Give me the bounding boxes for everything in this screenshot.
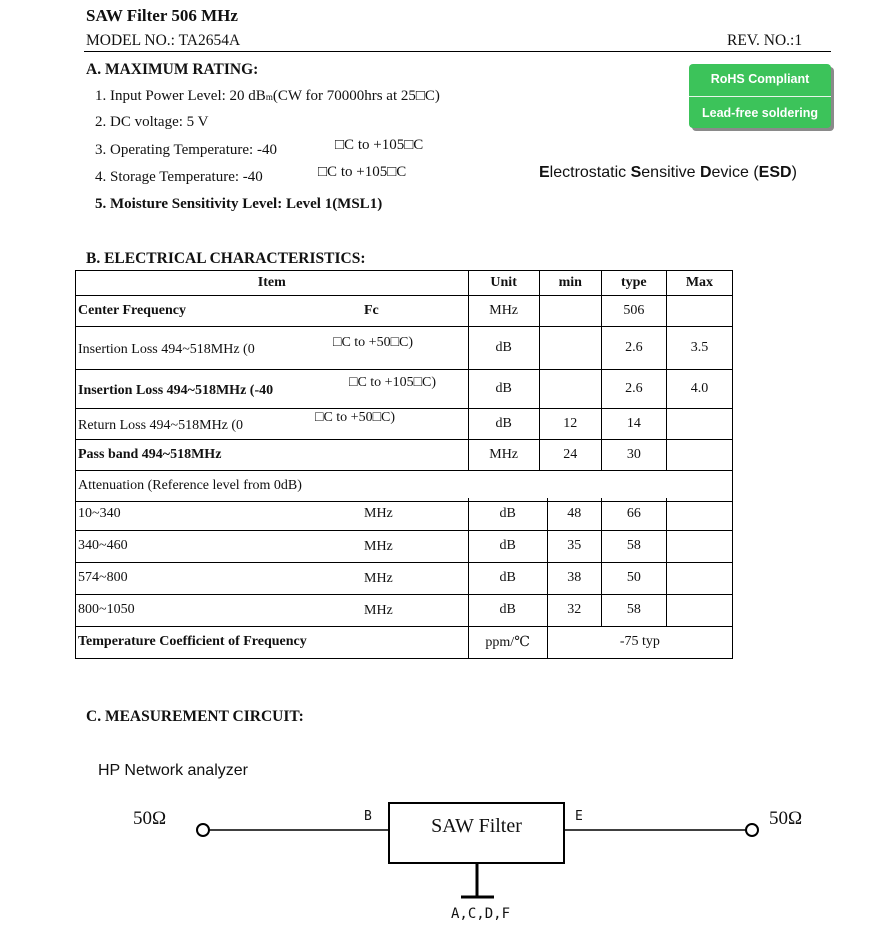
il2-unit: dB [468,370,539,409]
atten-row-2-unit: dB [468,530,547,562]
esd-s: S [630,164,642,181]
atten-row-2-max [666,530,732,562]
atten-row-3-unit: dB [468,562,547,594]
pass-band-label: Pass band 494~518MHz [76,440,469,471]
table-row [76,594,733,626]
return-loss-label: Return Loss 494~518MHz (0 [78,418,244,433]
center-frequency-cell [76,296,469,327]
table-row [76,471,733,502]
saw-filter-label: SAW Filter [431,815,522,837]
rating-item-2: 2. DC voltage: 5 V [95,114,209,130]
rating-item-1-text: 1. Input Power Level: 20 dB [95,88,266,104]
atten-row-3-freq-unit: MHz [364,570,393,586]
rating-item-3: 3. Operating Temperature: -40 [95,142,277,158]
table-row [76,440,733,471]
rohs-label: RoHS Compliant [710,72,810,86]
atten-row-3-range-cell [76,562,469,594]
right-terminal-icon [746,824,758,836]
rl-max [666,409,732,440]
insertion-loss-1-range: □C to +50□C) [333,335,414,350]
il1-type: 2.6 [601,327,666,370]
insertion-loss-2-cell [76,370,469,409]
rating-item-4-range: □C to +105□C [318,164,407,180]
esd-t1: lectrostatic [549,164,631,181]
revision-number: REV. NO.:1 [727,32,803,49]
header-min: min [539,271,601,296]
measurement-circuit [0,780,889,937]
atten-row-4-range-cell [76,594,469,626]
insertion-loss-1-label: Insertion Loss 494~518MHz (0 [78,342,255,357]
spec-table [75,270,733,502]
center-min [539,296,601,327]
atten-row-4-min: 32 [547,594,601,626]
rating-item-5: 5. Moisture Sensitivity Level: Level 1(MSL1) [95,196,383,212]
pass-unit: MHz [468,440,539,471]
analyzer-label: HP Network analyzer [98,762,248,779]
atten-row-3-max [666,562,732,594]
atten-row-3-type: 50 [601,562,666,594]
table-row [76,562,733,594]
pass-type: 30 [601,440,666,471]
model-number: MODEL NO.: TA2654A [86,32,241,49]
atten-row-4-type: 58 [601,594,666,626]
atten-row-2-min: 35 [547,530,601,562]
port-e-label: E [575,809,583,824]
atten-row-4-unit: dB [468,594,547,626]
header-type: type [601,271,666,296]
table-row [76,498,733,530]
atten-row-1-min: 48 [547,498,601,530]
esd-abbr: ESD [758,164,792,181]
table-row [76,409,733,440]
tcf-value: -75 typ [547,626,732,658]
atten-row-3-min: 38 [547,562,601,594]
tcf-unit: ppm/℃ [468,626,547,658]
rohs-badge [689,64,831,128]
atten-row-1-type: 66 [601,498,666,530]
lead-free-label: Lead-free soldering [702,106,818,120]
esd-label [539,164,797,182]
center-frequency-label: Center Frequency [78,303,186,318]
return-loss-cell [76,409,469,440]
table-row [76,370,733,409]
table-row [76,626,733,658]
atten-row-4-range: 800~1050 [78,602,135,617]
rating-item-1-note: (CW for 70000hrs at 25□C) [272,88,440,104]
section-c-heading: C. MEASUREMENT CIRCUIT: [86,708,304,725]
rating-item-1-sub: m [265,92,273,102]
table-row [76,327,733,370]
atten-row-4-max [666,594,732,626]
badge-divider [689,96,831,97]
rl-unit: dB [468,409,539,440]
esd-e: E [539,164,550,181]
esd-t2: ensitive [641,164,700,181]
insertion-loss-2-label: Insertion Loss 494~518MHz (-40 [78,383,274,398]
return-loss-range: □C to +50□C) [315,410,396,425]
pass-max [666,440,732,471]
il1-max: 3.5 [666,327,732,370]
center-unit: MHz [468,296,539,327]
atten-row-3-range: 574~800 [78,570,128,585]
il2-min [539,370,601,409]
header-unit: Unit [468,271,539,296]
section-a-heading: A. MAXIMUM RATING: [86,61,259,78]
il1-unit: dB [468,327,539,370]
esd-t3: evice ( [711,164,759,181]
header-max: Max [666,271,732,296]
tcf-label: Temperature Coefficient of Frequency [76,626,469,658]
center-frequency-symbol: Fc [364,303,379,318]
atten-row-1-range-cell [76,498,469,530]
pass-min: 24 [539,440,601,471]
attenuation-label: Attenuation (Reference level from 0dB) [76,471,733,502]
right-impedance: 50Ω [769,808,803,829]
header-rule [84,51,831,52]
il2-type: 2.6 [601,370,666,409]
table-row [76,296,733,327]
table-header-row [76,271,733,296]
atten-row-2-range-cell [76,530,469,562]
insertion-loss-2-range: □C to +105□C) [349,375,437,390]
rating-item-1 [95,88,440,105]
header-item: Item [76,271,469,296]
esd-t4: ) [791,164,797,181]
rating-item-4: 4. Storage Temperature: -40 [95,169,263,185]
insertion-loss-1-cell [76,327,469,370]
ground-pins-label: A,C,D,F [451,906,511,922]
rating-item-3-range: □C to +105□C [335,137,424,153]
atten-row-1-unit: dB [468,498,547,530]
left-terminal-icon [197,824,209,836]
rl-min: 12 [539,409,601,440]
atten-row-1-freq-unit: MHz [364,506,393,521]
il2-max: 4.0 [666,370,732,409]
port-b-label: B [364,809,372,824]
center-type: 506 [601,296,666,327]
attenuation-table [75,498,733,659]
center-max [666,296,732,327]
left-impedance: 50Ω [133,808,167,829]
atten-row-2-type: 58 [601,530,666,562]
table-row [76,530,733,562]
atten-row-2-range: 340~460 [78,538,128,553]
atten-row-1-range: 10~340 [78,505,121,521]
doc-title: SAW Filter 506 MHz [86,6,238,25]
atten-row-4-freq-unit: MHz [364,602,393,618]
esd-d: D [699,164,712,181]
section-b-heading: B. ELECTRICAL CHARACTERISTICS: [86,250,366,267]
atten-row-1-max [666,498,732,530]
il1-min [539,327,601,370]
rl-type: 14 [601,409,666,440]
atten-row-2-freq-unit: MHz [364,538,393,554]
